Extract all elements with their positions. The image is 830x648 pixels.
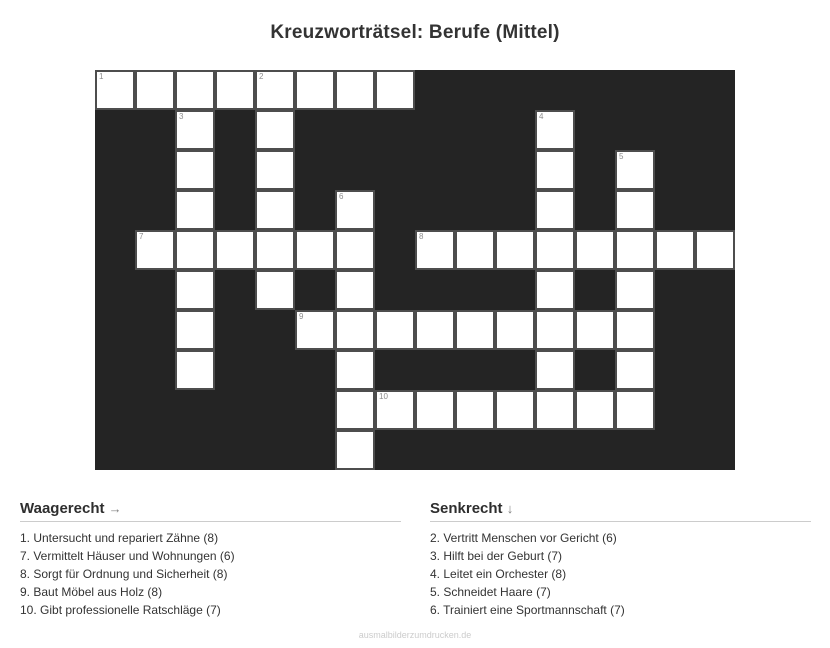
cell-number: 10 xyxy=(379,392,388,401)
across-clues-section xyxy=(20,501,401,619)
grid-cell[interactable] xyxy=(215,70,255,110)
grid-cell[interactable] xyxy=(175,110,215,150)
grid-cell[interactable] xyxy=(615,390,655,430)
clue-item: 6. Trainiert eine Sportmannschaft (7) xyxy=(430,603,625,617)
grid-cell[interactable] xyxy=(575,310,615,350)
grid-cell[interactable] xyxy=(455,390,495,430)
cell-number: 9 xyxy=(299,312,304,321)
clue-item: 3. Hilft bei der Geburt (7) xyxy=(430,549,563,563)
grid-cell[interactable] xyxy=(495,230,535,270)
grid-cell[interactable] xyxy=(175,150,215,190)
down-heading xyxy=(430,501,811,522)
grid-cell[interactable] xyxy=(535,310,575,350)
grid-cell[interactable] xyxy=(335,190,375,230)
grid-cell[interactable] xyxy=(535,150,575,190)
across-heading-label: Waagerecht xyxy=(20,500,105,517)
grid-cell[interactable] xyxy=(295,230,335,270)
cell-number: 1 xyxy=(99,72,104,81)
grid-cell[interactable] xyxy=(575,230,615,270)
grid-cell[interactable] xyxy=(415,230,455,270)
grid-cell[interactable] xyxy=(375,310,415,350)
clue-item: 8. Sorgt für Ordnung und Sicherheit (8) xyxy=(20,567,228,581)
cell-number: 6 xyxy=(339,192,344,201)
grid-cell[interactable] xyxy=(615,270,655,310)
right-arrow-icon: → xyxy=(108,501,122,516)
grid-cell[interactable] xyxy=(255,150,295,190)
grid-cell[interactable] xyxy=(495,390,535,430)
down-clue-list xyxy=(430,529,811,619)
grid-cell[interactable] xyxy=(255,270,295,310)
crossword-grid xyxy=(95,70,735,470)
grid-cell[interactable] xyxy=(335,350,375,390)
grid-cell[interactable] xyxy=(495,310,535,350)
clue-item: 4. Leitet ein Orchester (8) xyxy=(430,567,567,581)
grid-cell[interactable] xyxy=(135,230,175,270)
grid-cell[interactable] xyxy=(615,350,655,390)
grid-cell[interactable] xyxy=(215,230,255,270)
across-clue-list xyxy=(20,529,401,619)
grid-cell[interactable] xyxy=(255,190,295,230)
clue-item: 5. Schneidet Haare (7) xyxy=(430,585,551,599)
down-arrow-icon: ↓ xyxy=(506,501,514,516)
grid-cell[interactable] xyxy=(535,190,575,230)
page-title: Kreuzworträtsel: Berufe (Mittel) xyxy=(270,22,560,43)
grid-cell[interactable] xyxy=(415,390,455,430)
across-heading xyxy=(20,501,401,522)
grid-cell[interactable] xyxy=(335,270,375,310)
grid-cell[interactable] xyxy=(295,70,335,110)
grid-cell[interactable] xyxy=(335,390,375,430)
clue-item: 7. Vermittelt Häuser und Wohnungen (6) xyxy=(20,549,235,563)
grid-cell[interactable] xyxy=(535,230,575,270)
grid-cell[interactable] xyxy=(535,110,575,150)
grid-cell[interactable] xyxy=(175,230,215,270)
down-clues-section xyxy=(430,501,811,619)
grid-cell[interactable] xyxy=(375,390,415,430)
clue-item: 1. Untersucht und repariert Zähne (8) xyxy=(20,531,219,545)
grid-cell[interactable] xyxy=(255,110,295,150)
grid-cell[interactable] xyxy=(535,270,575,310)
grid-cell[interactable] xyxy=(535,350,575,390)
clue-item: 10. Gibt professionelle Ratschläge (7) xyxy=(20,603,221,617)
grid-cell[interactable] xyxy=(95,70,135,110)
grid-cell[interactable] xyxy=(615,230,655,270)
grid-cell[interactable] xyxy=(575,390,615,430)
grid-cell[interactable] xyxy=(615,310,655,350)
grid-cell[interactable] xyxy=(375,70,415,110)
grid-cell[interactable] xyxy=(415,310,455,350)
grid-cell[interactable] xyxy=(335,70,375,110)
grid-cell[interactable] xyxy=(535,390,575,430)
cell-number: 4 xyxy=(539,112,544,121)
grid-cell[interactable] xyxy=(455,310,495,350)
clue-item: 9. Baut Möbel aus Holz (8) xyxy=(20,585,163,599)
grid-cell[interactable] xyxy=(135,70,175,110)
grid-cell[interactable] xyxy=(175,350,215,390)
cell-number: 5 xyxy=(619,152,624,161)
grid-cell[interactable] xyxy=(175,190,215,230)
grid-cell[interactable] xyxy=(175,70,215,110)
grid-cell[interactable] xyxy=(175,310,215,350)
grid-cell[interactable] xyxy=(655,230,695,270)
cell-number: 8 xyxy=(419,232,424,241)
grid-cell[interactable] xyxy=(175,270,215,310)
cell-number: 2 xyxy=(259,72,264,81)
grid-cell[interactable] xyxy=(295,310,335,350)
grid-cell[interactable] xyxy=(255,70,295,110)
grid-cell[interactable] xyxy=(615,150,655,190)
footer-watermark: ausmalbilderzumdrucken.de xyxy=(358,630,472,640)
grid-cell[interactable] xyxy=(455,230,495,270)
down-heading-label: Senkrecht xyxy=(430,500,503,517)
grid-cell[interactable] xyxy=(335,310,375,350)
cell-number: 3 xyxy=(179,112,184,121)
clue-item: 2. Vertritt Menschen vor Gericht (6) xyxy=(430,531,617,545)
grid-cell[interactable] xyxy=(255,230,295,270)
grid-cell[interactable] xyxy=(615,190,655,230)
grid-cell[interactable] xyxy=(335,230,375,270)
grid-cell[interactable] xyxy=(335,430,375,470)
grid-cell[interactable] xyxy=(695,230,735,270)
cell-number: 7 xyxy=(139,232,144,241)
